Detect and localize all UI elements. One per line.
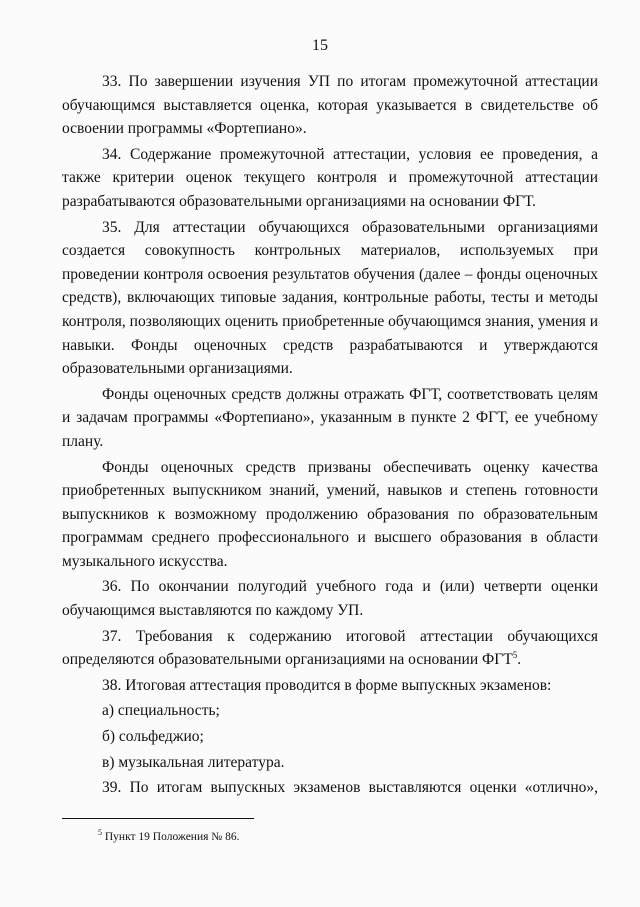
footnote — [98, 830, 240, 844]
footnote-reference: 5 — [512, 650, 518, 661]
footnote-marker: 5 — [98, 828, 102, 838]
paragraph-37 — [62, 625, 598, 672]
list-item-c: в) музыкальная литература. — [102, 753, 285, 771]
document-body — [62, 70, 598, 802]
paragraph-funds-requirements: Фонды оценочных средств должны отражать ФГТ, соответствовать целям и задачам программы «Фортепиано», указанным в пункте 2 ФГТ, ее учебному плану. — [62, 385, 598, 450]
paragraph-36: 36. По окончании полугодий учебного года и (или) четверти оценки обучающимся выставляются по каждому УП. — [62, 578, 598, 620]
paragraph-33: 33. По завершении изучения УП по итогам промежуточной аттестации обучающимся выставляется оценка, которая указывается в свидетельстве об освоении программы «Фортепиано». — [62, 73, 598, 138]
paragraph-38: 38. Итоговая аттестация проводится в форме выпускных экзаменов: — [102, 676, 552, 694]
footnote-divider — [62, 818, 254, 819]
paragraph-35: 35. Для аттестации обучающихся образовательными организациями создается совокупность контрольных материалов, используемых при проведении контроля освоения результатов обучения (далее – фонды оценочных средств), включающих типовые задания, контрольные работы, тесты и методы контроля, позволяющих оценить приобретенные обучающимся знания, умения и навыки. Фонды оценочных средств разрабатываются и утверждаются образовательными организациями. — [62, 218, 598, 378]
paragraph-funds-purpose: Фонды оценочных средств призваны обеспечивать оценку качества приобретенных выпускником знаний, умений, навыков и степень готовности выпускников к возможному продолжению образования по образовательным программам среднего профессионального и высшего образования в области музыкального искусства. — [62, 458, 598, 570]
page-number: 15 — [312, 37, 328, 54]
list-item-b: б) сольфеджио; — [102, 728, 204, 746]
list-item-a: а) специальность; — [102, 702, 220, 720]
paragraph-39: 39. По итогам выпускных экзаменов выставляются оценки «отлично», — [102, 779, 598, 797]
paragraph-34: 34. Содержание промежуточной аттестации, условия ее проведения, а также критерии оценок текущего контроля и промежуточной аттестации разрабатываются образовательными организациями на основании ФГТ. — [62, 145, 598, 210]
footnote-text: Пункт 19 Положения № 86. — [102, 831, 240, 843]
paragraph-37-period: . — [517, 651, 522, 669]
paragraph-37-text: 37. Требования к содержанию итоговой аттестации обучающихся определяются образовательными организациями на основании ФГТ — [62, 627, 598, 669]
